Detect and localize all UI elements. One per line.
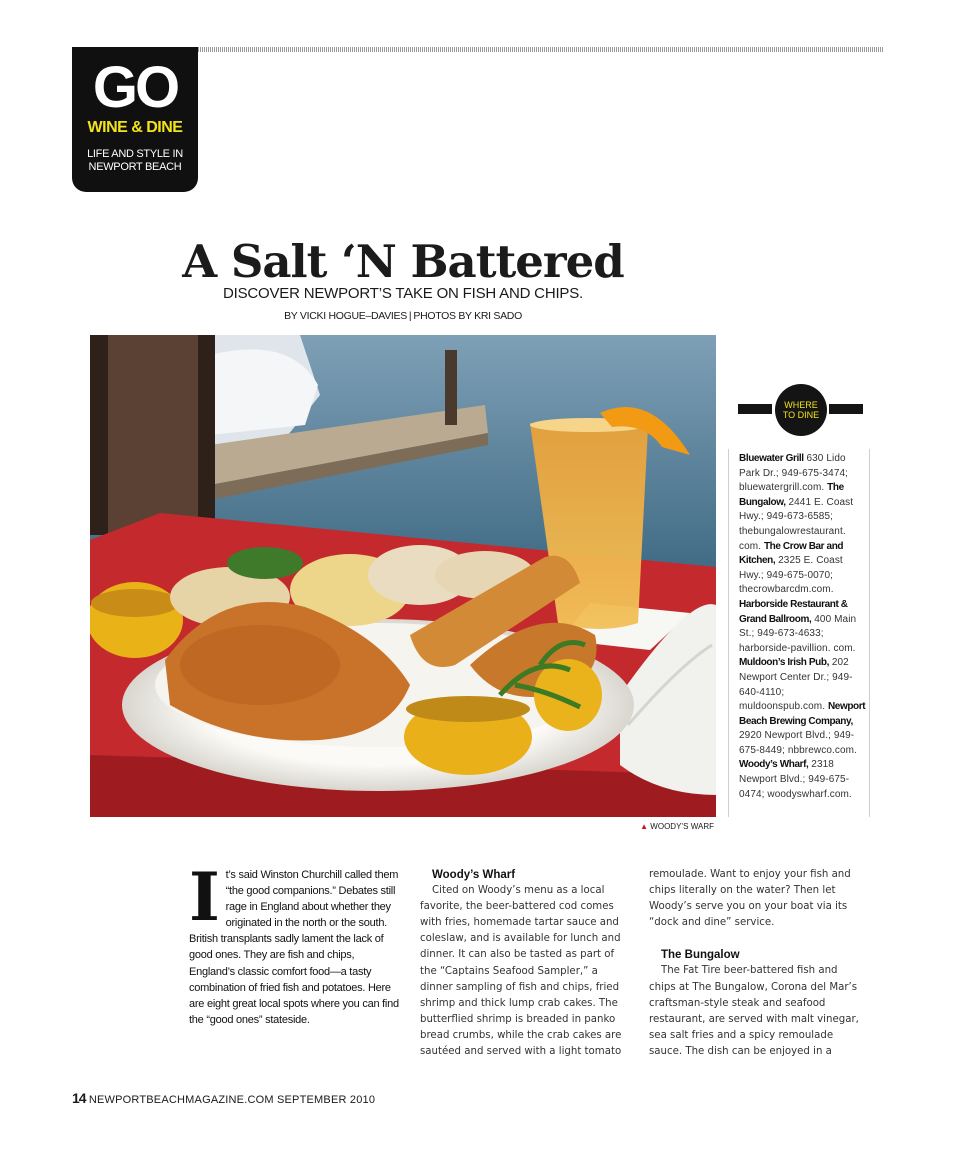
article-title: A Salt ‘N Battered [182, 235, 624, 288]
page-folio [72, 1091, 375, 1107]
listing-details: 2318 Newport Blvd.; 949-675-0474; woodyswharf.com. [739, 759, 852, 800]
badge-tagline-line-2: NEWPORT BEACH [88, 161, 182, 173]
byline-photos: PHOTOS BY KRI SADO [413, 310, 522, 322]
listing-name: Newport Beach Brewing Company, [739, 701, 866, 727]
listing-name: Muldoon’s Irish Pub, [739, 657, 829, 669]
body-column-1 [189, 858, 399, 1028]
paragraph-gap [649, 931, 867, 947]
listing-name: Bluewater Grill [739, 453, 804, 464]
photo-caption [560, 822, 714, 832]
section-heading-woodys-wharf: Woody’s Wharf [432, 869, 516, 881]
body-column-3 [649, 867, 867, 1060]
woodys-wharf-paragraph: Cited on Woody’s menu as a local favorite, the beer-battered cod comes with fries, homemade tartar sauce and coleslaw, and is available for lunch and dinner. It can also be tasted as part of the “Captains Seafood Sampler,” a dinner sampling of fish and chips, fried shrimp and thick lump crab cakes. The butterflied shrimp is breaded in panko bread crumbs, while the crab cakes are sautéed and served with a light tomato [420, 885, 622, 1058]
listing-details: 630 Lido Park Dr.; 949-675-3474; bluewatergrill.com. [739, 453, 849, 494]
listing-details: 2920 Newport Blvd.; 949-675-8449; nbbrewco.com. [739, 730, 857, 756]
listing-name: Woody’s Wharf, [739, 759, 809, 771]
drop-cap: I [189, 858, 220, 936]
photo-caption-text: WOODY’S WARF [650, 822, 714, 831]
byline: BY VICKI HOGUE–DAVIES | PHOTOS BY KRI SADO [284, 310, 522, 322]
where-to-dine-line-2: TO DINE [782, 410, 820, 420]
the-bungalow-paragraph: The Fat Tire beer-battered fish and chips at The Bungalow, Corona del Mar’s craftsman-style steak and seafood restaurant, are served with malt vinegar, sea salt fries and a spicy remoulade sauce. The dish can be enjoyed in a [649, 965, 859, 1057]
listing-details: 2441 E. Coast Hwy.; 949-673-6585; thebungalowrestaurant. com. [739, 496, 854, 552]
section-heading-the-bungalow: The Bungalow [661, 949, 740, 962]
badge-tagline [78, 148, 192, 174]
go-badge [72, 47, 198, 192]
listing-details: 2325 E. Coast Hwy.; 949-675-0070; thecrowbarcdm.com. [739, 555, 843, 596]
fish-and-chips-photo [90, 335, 716, 817]
article-subtitle: DISCOVER NEWPORT’S TAKE ON FISH AND CHIPS. [223, 285, 583, 302]
listing-details: 202 Newport Center Dr.; 949-640-4110; muldoonspub.com. [739, 657, 853, 713]
listing-name: The Bungalow, [739, 482, 844, 508]
listing-details: 400 Main St.; 949-673-4633; harborside-pavillion. com. [739, 613, 857, 654]
caption-marker-icon: ▲ [640, 822, 649, 831]
listing-name: The Crow Bar and Kitchen, [739, 540, 844, 567]
where-to-dine-rule-left [738, 404, 772, 414]
intro-paragraph: t’s said Winston Churchill called them “the good companions.” Debates still rage in England about whether they originated in the north or the south. British transplants sadly lament the lack of good ones. They are fish and chips, England’s classic comfort food—a tasty combination of fried fish and potatoes. Here are eight great local spots where you can find the “good ones” stateside. [189, 869, 399, 1026]
where-to-dine-line-1: WHERE [784, 400, 818, 410]
woodys-wharf-paragraph-continued: remoulade. Want to enjoy your fish and chips literally on the water? Then let Woody’s serve you on your boat via its “dock and dine” service. [649, 869, 851, 929]
where-to-dine-rule-right [829, 404, 863, 414]
badge-title: GO [92, 55, 178, 120]
section-label: WINE & DINE [87, 119, 183, 136]
header-rule [198, 47, 884, 52]
byline-author: BY VICKI HOGUE–DAVIES [284, 310, 407, 322]
body-column-2 [420, 867, 630, 1060]
folio-text: NEWPORTBEACHMAGAZINE.COM SEPTEMBER 2010 [88, 1094, 376, 1106]
page-number: 14 [72, 1090, 86, 1106]
restaurant-listings [739, 452, 867, 802]
listing-name: Harborside Restaurant & Grand Ballroom, [739, 598, 848, 625]
where-to-dine-badge [775, 384, 827, 436]
badge-tagline-line-1: LIFE AND STYLE IN [87, 148, 183, 160]
